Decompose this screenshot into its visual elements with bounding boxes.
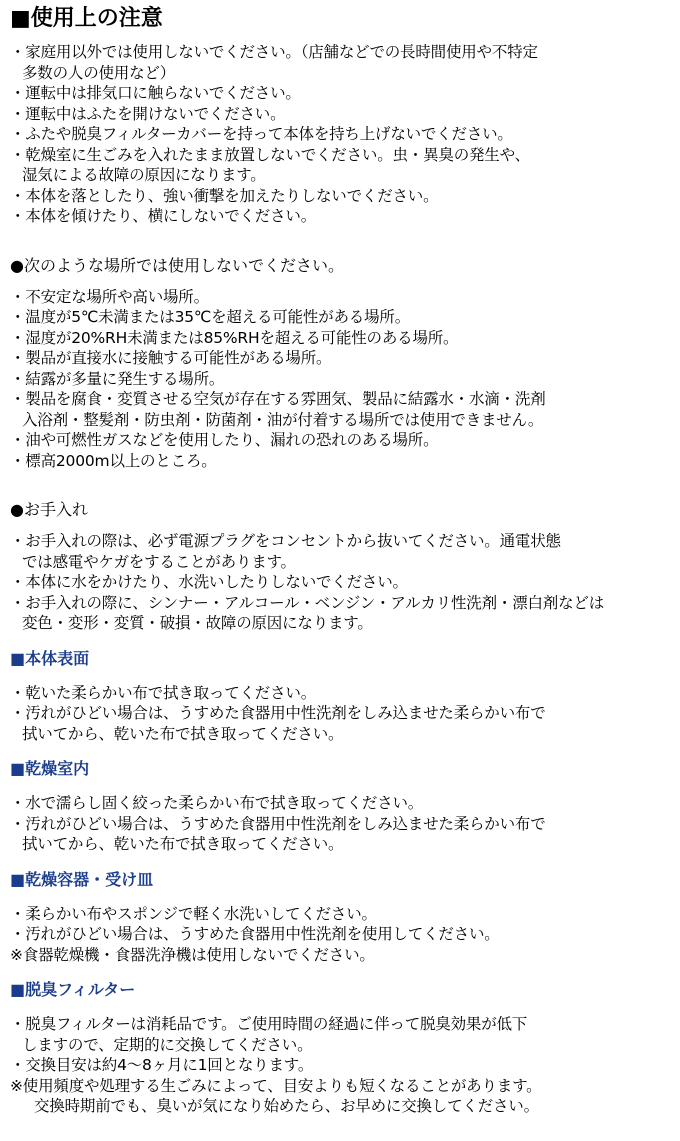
drying-chamber-list [10,793,674,855]
list-item-continuation [10,552,674,573]
body-surface-list [10,683,674,745]
list-item: ・本体に水をかけたり、水洗いしたりしないでください。 [10,573,408,591]
list-item: ・汚れがひどい場合は、うすめた食器用中性洗剤をしみ込ませた柔らかい布で [10,814,546,833]
list-item: ・脱臭フィルターは消耗品です。ご使用時間の経過に伴って脱臭効果が低下 [10,1015,528,1033]
note-item-continuation [10,1096,674,1117]
list-item: ・汚れがひどい場合は、うすめた食器用中性洗剤をしみ込ませた柔らかい布で [10,704,546,722]
filter-list [10,1014,674,1117]
list-item: ・不安定な場所や高い場所。 [10,287,209,306]
list-item-continuation [10,834,674,855]
list-item: ・お手入れの際は、必ず電源プラグをコンセントから抜いてください。通電状態 [10,532,561,550]
note-item: ※使用頻度や処理する生ごみによって、目安よりも短くなることがあります。 [10,1076,542,1095]
list-item-continuation [10,724,674,745]
drying-chamber-heading: ■乾燥室内 [10,759,90,778]
list-item: ・製品を腐食・変質させる空気が存在する雰囲気、製品に結露水・水滴・洗剤 [10,390,546,408]
list-item: ・ふたや脱臭フィルターカバーを持って本体を持ち上げないでください。 [10,125,513,143]
list-item: ・乾燥室に生ごみを入れたまま放置しないでください。虫・異臭の発生や、 [10,145,530,164]
list-item-text: 拭いてから、乾いた布で拭き取ってください。 [22,724,344,743]
list-item-continuation [10,410,674,431]
list-item: ・水で濡らし固く絞った柔らかい布で拭き取ってください。 [10,794,424,812]
list-item-text: 多数の人の使用など） [22,63,176,82]
list-item-text: 変色・変形・変質・破損・故障の原因になります。 [22,614,373,632]
list-item: ・製品が直接水に接触する可能性がある場所。 [10,349,332,367]
list-item: ・湿度が20%RH未満または85%RHを超える可能性のある場所。 [10,328,459,347]
list-item: ・家庭用以外では使用しないでください。（店舗などでの長時間使用や不特定 [10,43,538,61]
list-item: ・本体を落としたり、強い衝撃を加えたりしないでください。 [10,186,439,205]
list-item: ・結露が多量に発生する場所。 [10,369,225,388]
list-item-continuation [10,1035,674,1056]
note-item: ※食器乾燥機・食器洗浄機は使用しないでください。 [10,945,375,964]
list-item: ・運転中は排気口に触らないでください。 [10,84,301,102]
body-surface-heading: ■本体表面 [10,648,90,668]
list-item-text: 入浴剤・整髪剤・防虫剤・防菌剤・油が付着する場所では使用できません。 [22,410,544,429]
list-item-continuation [10,613,674,634]
list-item-text: 拭いてから、乾いた布で拭き取ってください。 [22,835,344,853]
usage-precautions-document [10,4,674,1117]
list-item: ・お手入れの際に、シンナー・アルコール・ベンジン・アルカリ性洗剤・漂白剤などは [10,593,604,612]
list-item: ・標高2000m以上のところ。 [10,451,217,470]
list-item: ・本体を傾けたり、横にしないでください。 [10,207,317,225]
care-heading: ●お手入れ [10,500,88,519]
care-list [10,531,674,634]
filter-heading: ■脱臭フィルター [10,980,136,999]
container-heading: ■乾燥容器・受け皿 [10,869,154,889]
list-item: ・柔らかい布やスポンジで軽く水洗いしてください。 [10,904,377,923]
places-heading: ●次のような場所では使用しないでください。 [10,255,344,275]
list-item: ・乾いた柔らかい布で拭き取ってください。 [10,683,317,702]
list-item: ・汚れがひどい場合は、うすめた食器用中性洗剤を使用してください。 [10,925,500,943]
list-item-text: しますので、定期的に交換してください。 [22,1035,313,1054]
list-item: ・温度が5℃未満または35℃を超える可能性がある場所。 [10,308,411,326]
list-item-continuation [10,63,674,84]
list-item: ・運転中はふたを開けないでください。 [10,104,286,123]
places-list [10,287,674,472]
list-item-continuation [10,165,674,186]
note-item-text: 交換時期前でも、臭いが気になり始めたら、お早めに交換してください。 [34,1097,539,1115]
list-item-text: では感電やケガをすることがあります。 [22,552,296,571]
list-item: ・油や可燃性ガスなどを使用したり、漏れの恐れのある場所。 [10,431,439,449]
general-precautions-list [10,42,674,227]
page-title: ■使用上の注意 [10,6,163,31]
container-list [10,904,674,966]
list-item-text: 湿気による故障の原因になります。 [22,166,266,184]
list-item: ・交換目安は約4～8ヶ月に1回となります。 [10,1056,314,1074]
